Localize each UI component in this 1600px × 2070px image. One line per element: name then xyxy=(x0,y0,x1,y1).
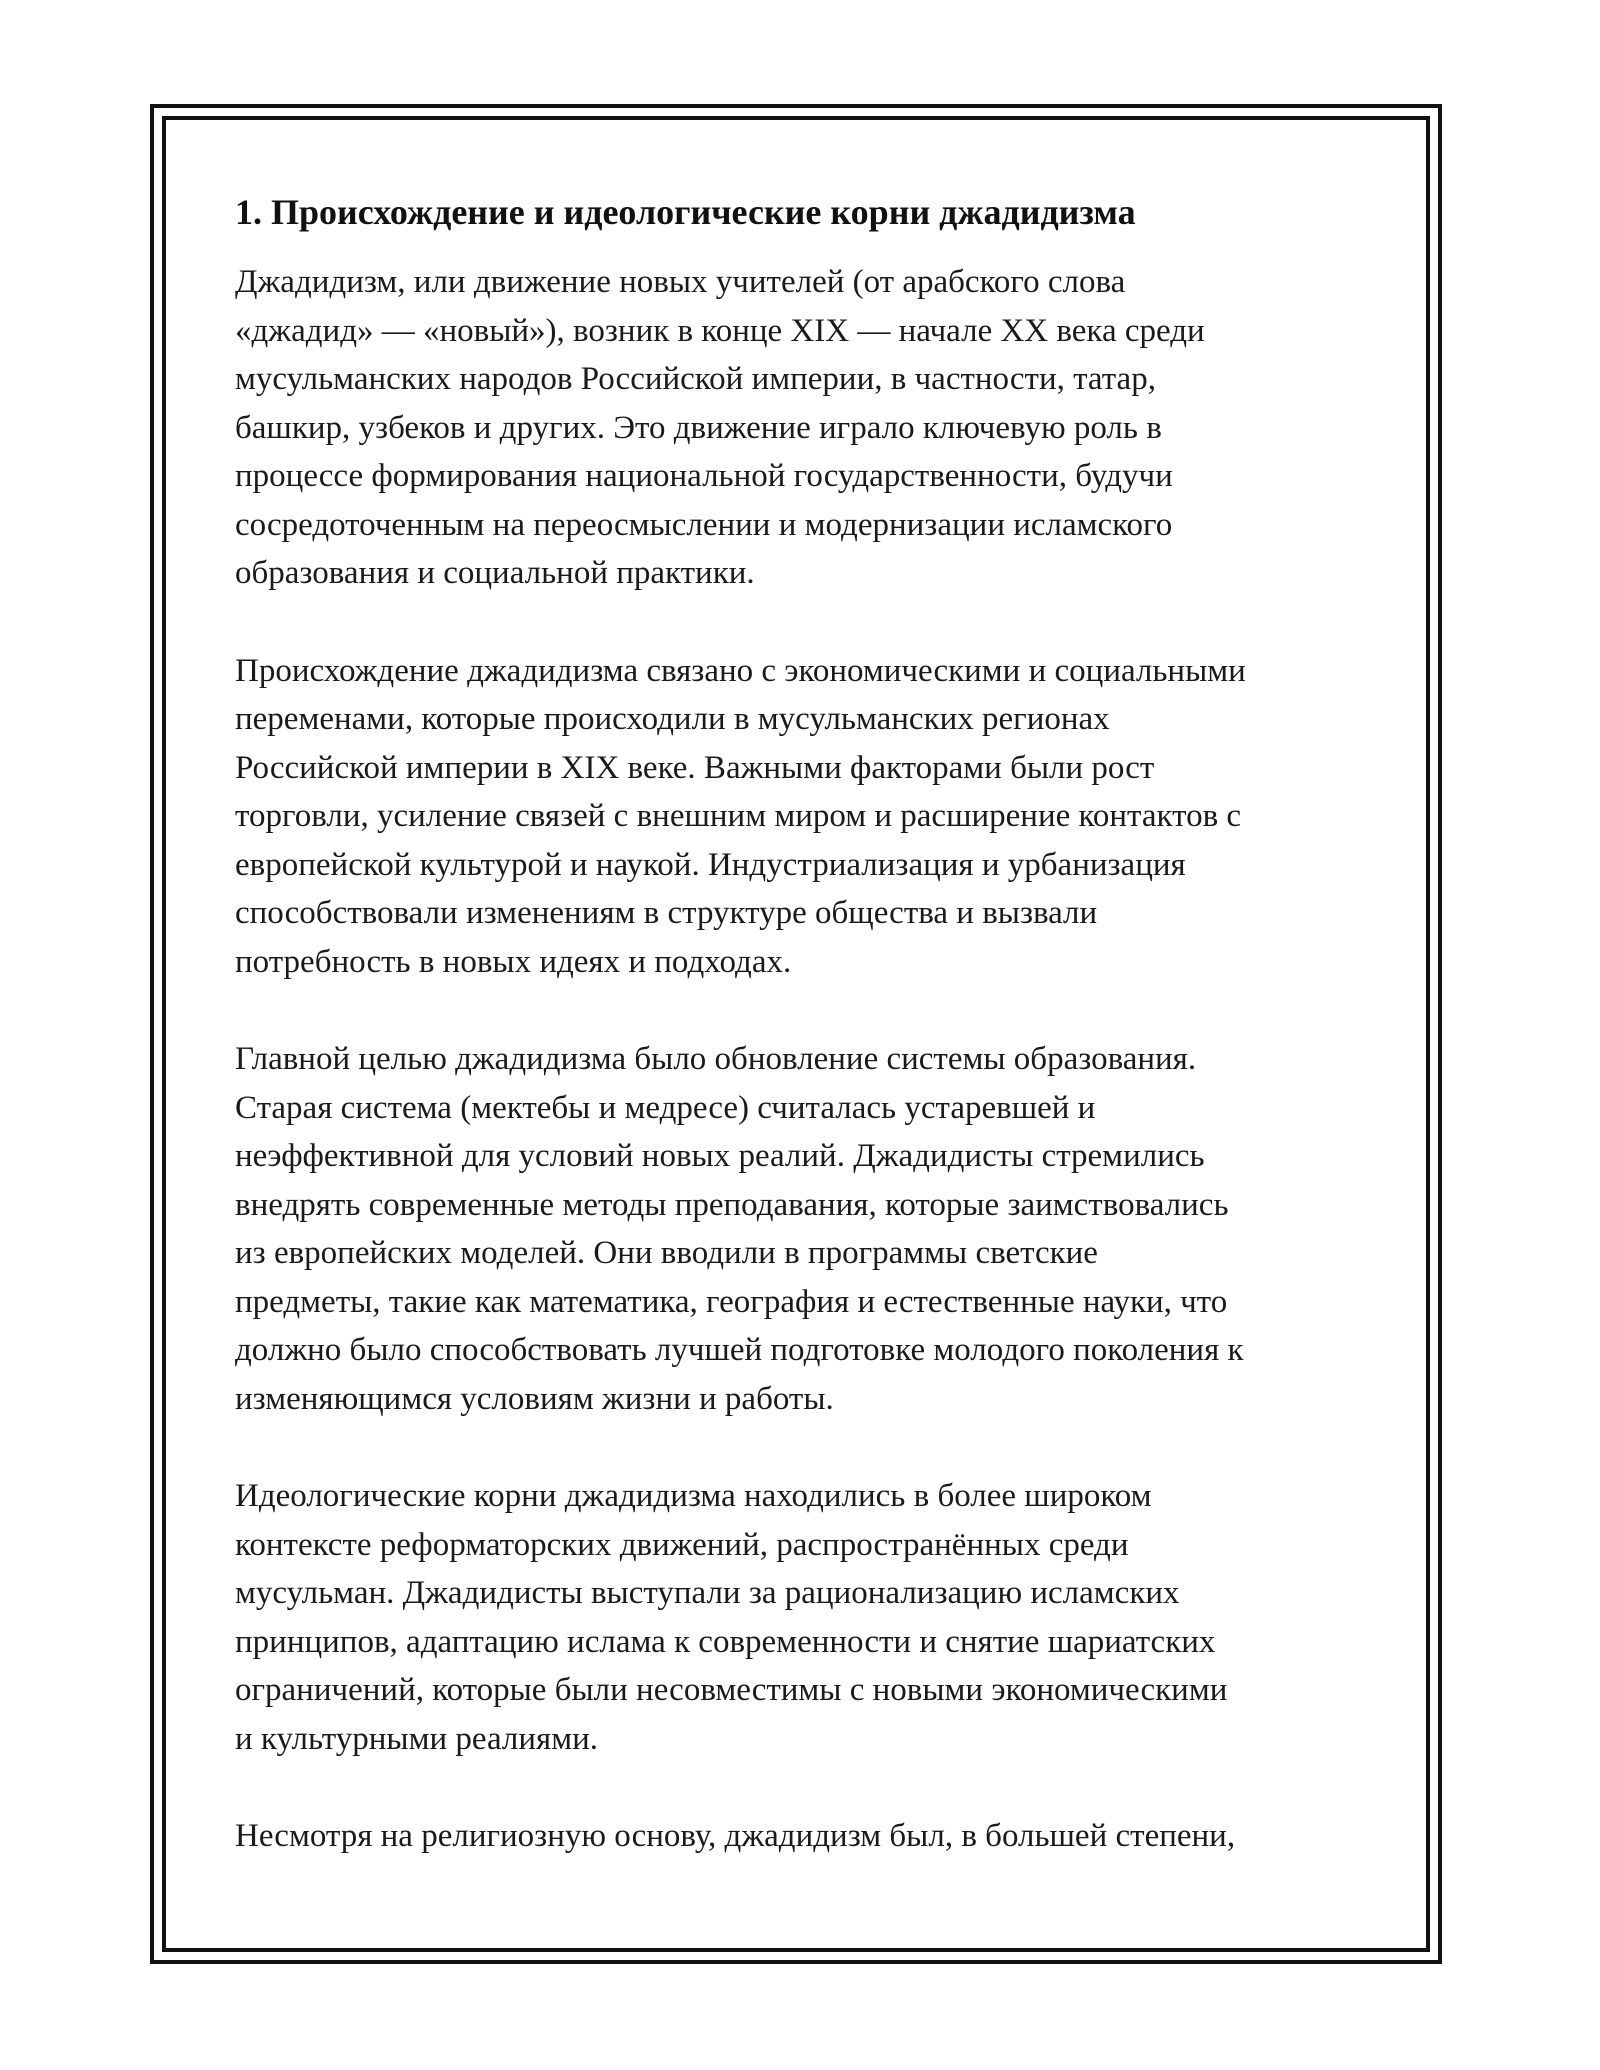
text-line: Идеологические корни джадидизма находились в более широком xyxy=(235,1478,1152,1514)
text-line: сосредоточенным на переосмыслении и модернизации исламского xyxy=(235,506,1173,543)
text-line: мусульман. Джадидисты выступали за рационализацию исламских xyxy=(235,1575,1180,1611)
text-line: неэффективной для условий новых реалий. Джадидисты стремились xyxy=(235,1138,1205,1174)
paragraph-5 xyxy=(235,1812,1385,1861)
text-line: потребность в новых идеях и подходах. xyxy=(235,943,792,980)
text-line: Джадидизм, или движение новых учителей (от арабского слова xyxy=(235,264,1126,300)
paragraph-4 xyxy=(235,1472,1385,1763)
text-line: внедрять современные методы преподавания, которые заимствовались xyxy=(235,1186,1229,1223)
text-line: процессе формирования национальной государственности, будучи xyxy=(235,458,1173,494)
paragraph-3 xyxy=(235,1035,1385,1423)
text-line: Несмотря на религиозную основу, джадидизм был, в большей степени, xyxy=(235,1818,1236,1854)
text-line: изменяющимся условиям жизни и работы. xyxy=(235,1380,834,1417)
text-line: ограничений, которые были несовместимы с новыми экономическими xyxy=(235,1672,1228,1708)
text-line: европейской культурой и наукой. Индустриализация и урбанизация xyxy=(235,846,1186,883)
section-heading: 1. Происхождение и идеологические корни джадидизма xyxy=(235,192,1136,232)
paragraph-2 xyxy=(235,647,1385,987)
text-line: контексте реформаторских движений, распространённых среди xyxy=(235,1526,1129,1563)
text-line: принципов, адаптацию ислама к современности и снятие шариатских xyxy=(235,1623,1216,1660)
text-line: торговли, усиление связей с внешним миром и расширение контактов с xyxy=(235,798,1242,834)
document-body xyxy=(235,188,1385,1910)
text-line: Главной целью джадидизма было обновление системы образования. xyxy=(235,1041,1197,1077)
text-line: Происхождение джадидизма связано с экономическими и социальными xyxy=(235,652,1246,689)
text-line: предметы, такие как математика, география и естественные науки, что xyxy=(235,1283,1228,1320)
text-line: Российской империи в XIX веке. Важными факторами были рост xyxy=(235,749,1155,786)
text-line: из европейских моделей. Они вводили в программы светские xyxy=(235,1235,1098,1271)
text-line: образования и социальной практики. xyxy=(235,555,755,591)
text-line: башкир, узбеков и других. Это движение играло ключевую роль в xyxy=(235,409,1162,446)
text-line: должно было способствовать лучшей подготовке молодого поколения к xyxy=(235,1332,1244,1368)
text-line: мусульманских народов Российской империи, в частности, татар, xyxy=(235,361,1156,397)
paragraph-1 xyxy=(235,258,1385,598)
text-line: переменами, которые происходили в мусульманских регионах xyxy=(235,701,1110,737)
text-line: «джадид» — «новый»), возник в конце XIX — начале XX века среди xyxy=(235,312,1205,349)
text-line: Старая система (мектебы и медресе) считалась устаревшей и xyxy=(235,1089,1096,1126)
text-line: способствовали изменениям в структуре общества и вызвали xyxy=(235,895,1098,931)
text-line: и культурными реалиями. xyxy=(235,1720,598,1757)
